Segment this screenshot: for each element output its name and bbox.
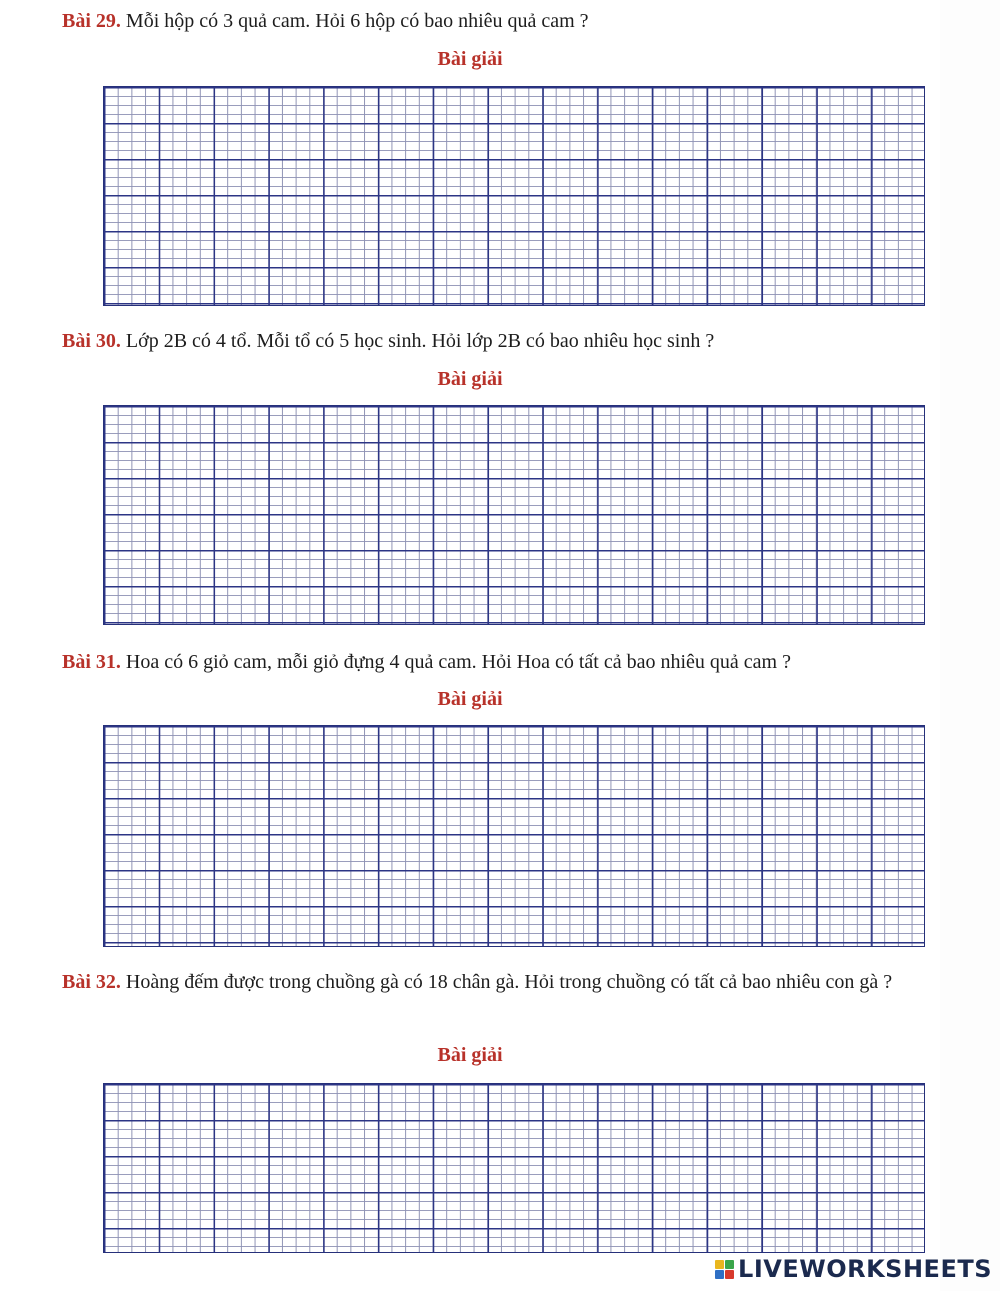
liveworksheets-logo[interactable] bbox=[715, 1255, 992, 1283]
logo-square-green bbox=[725, 1260, 734, 1269]
problem-text: Mỗi hộp có 3 quả cam. Hỏi 6 hộp có bao nhiêu quả cam ? bbox=[125, 10, 589, 32]
problem-label: Bài 29. bbox=[62, 10, 121, 32]
problem-text: Lớp 2B có 4 tổ. Mỗi tổ có 5 học sinh. Hỏi lớp 2B có bao nhiêu học sinh ? bbox=[125, 330, 715, 352]
solution-heading: Bài giải bbox=[437, 1044, 503, 1066]
logo-square-blue bbox=[715, 1270, 724, 1279]
logo-square-yellow bbox=[715, 1260, 724, 1269]
answer-grid[interactable] bbox=[103, 86, 925, 306]
solution-heading: Bài giải bbox=[437, 688, 503, 710]
liveworksheets-logo-icon bbox=[715, 1260, 734, 1279]
problem-text: Hoàng đếm được trong chuồng gà có 18 chân gà. Hỏi trong chuồng có tất cả bao nhiêu con gà ? bbox=[125, 971, 893, 993]
answer-grid[interactable] bbox=[103, 725, 925, 947]
answer-grid[interactable] bbox=[103, 1083, 925, 1253]
brand-name: LIVEWORKSHEETS bbox=[738, 1255, 992, 1283]
logo-square-red bbox=[725, 1270, 734, 1279]
problem-label: Bài 31. bbox=[62, 651, 121, 673]
answer-grid[interactable] bbox=[103, 405, 925, 625]
problem-label: Bài 32. bbox=[62, 971, 121, 993]
solution-heading: Bài giải bbox=[437, 48, 503, 70]
problem-29 bbox=[62, 4, 934, 38]
problem-31 bbox=[62, 645, 934, 679]
problem-text: Hoa có 6 giỏ cam, mỗi giỏ đựng 4 quả cam. Hỏi Hoa có tất cả bao nhiêu quả cam ? bbox=[125, 651, 791, 673]
problem-32 bbox=[62, 965, 934, 999]
problem-30 bbox=[62, 324, 934, 358]
solution-heading: Bài giải bbox=[437, 368, 503, 390]
problem-label: Bài 30. bbox=[62, 330, 121, 352]
